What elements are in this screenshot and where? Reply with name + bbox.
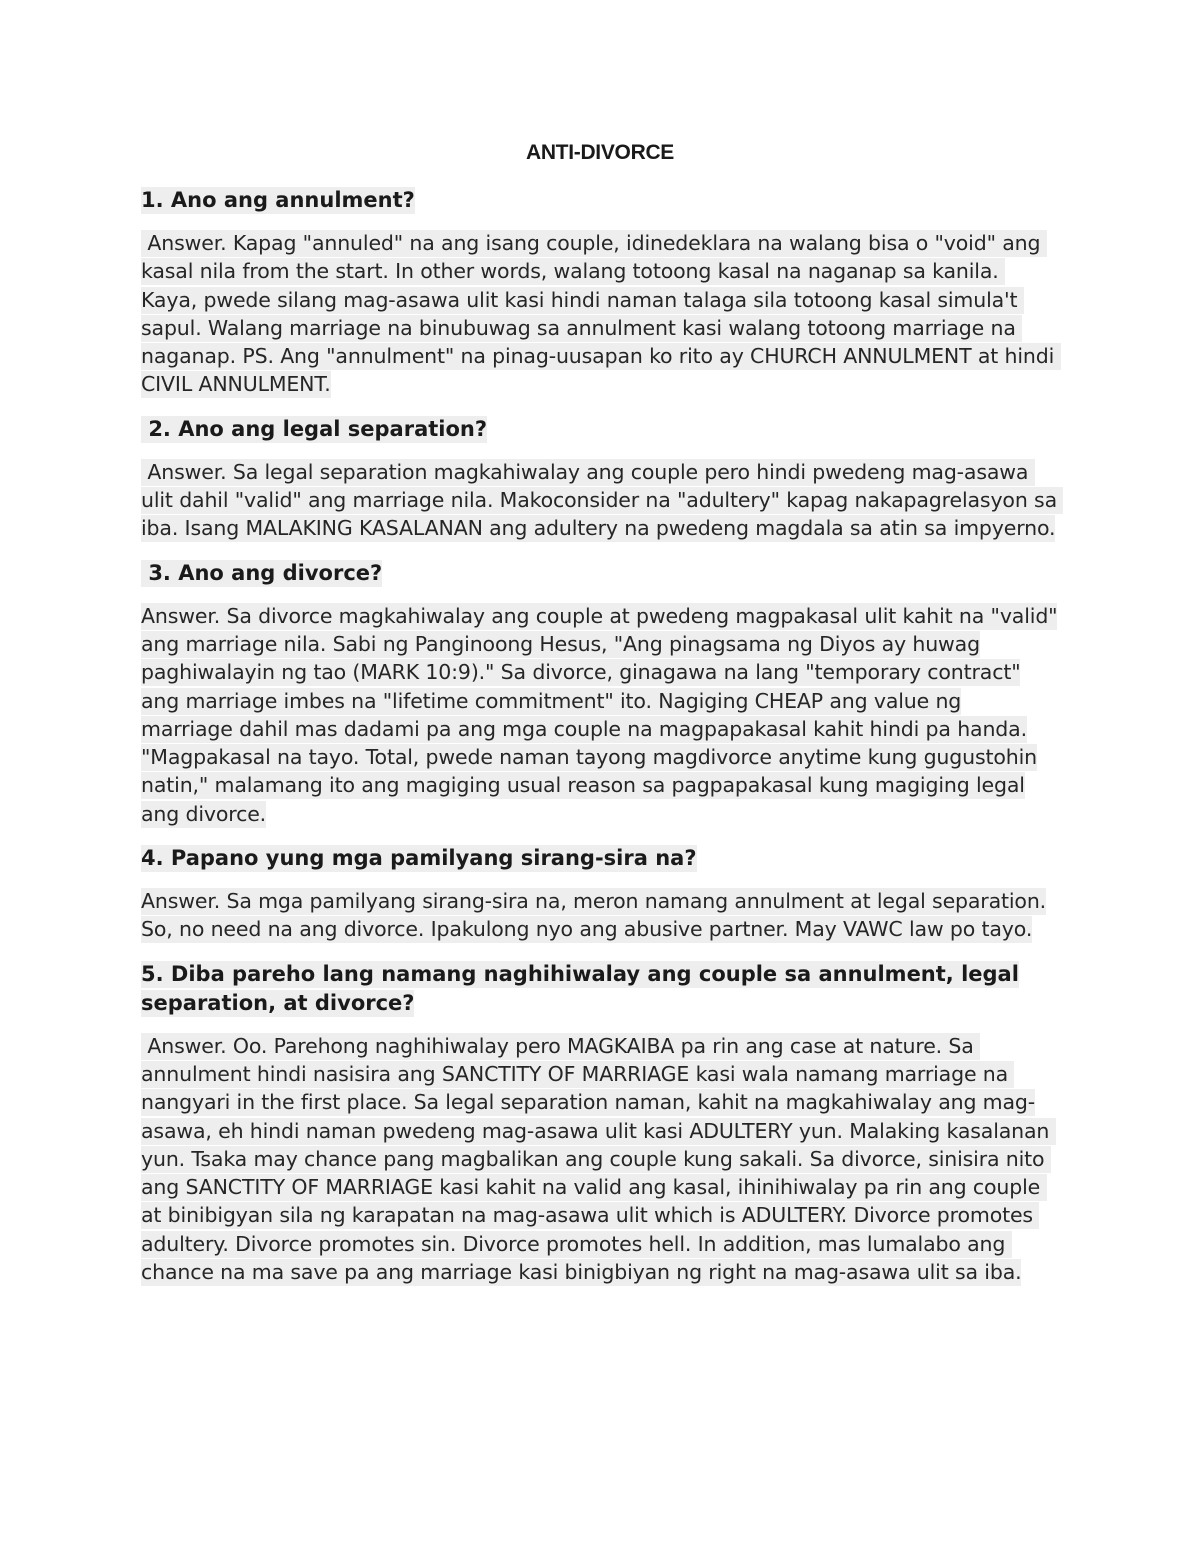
question-2-text: 2. Ano ang legal separation? <box>141 416 488 441</box>
answer-5 <box>141 1032 1059 1287</box>
answer-3 <box>141 602 1059 828</box>
document-body <box>141 186 1064 1302</box>
answer-2 <box>141 458 1064 543</box>
answer-3-text: Answer. Sa divorce magkahiwalay ang couple at pwedeng magpakasal ulit kahit na "valid" ang marriage nila. Sabi ng Panginoong Hesus, "Ang pinagsama ng Diyos ay huwag paghiwalayin ng tao (MARK 10:9)." Sa divorce, ginagawa na lang "temporary contract" ang marriage imbes na "lifetime commitment" ito. Nagiging CHEAP ang value ng marriage dahil mas dadami pa ang mga couple na magpapakasal kahit hindi pa handa. "Magpakasal na tayo. Total, pwede naman tayong magdivorce anytime kung gugustohin natin," malamang ito ang magiging usual reason sa pagpapakasal kung magiging legal ang divorce. <box>141 603 1058 826</box>
question-3 <box>141 559 1059 588</box>
question-5 <box>141 960 1059 1018</box>
question-3-text: 3. Ano ang divorce? <box>141 560 383 585</box>
answer-4 <box>141 887 1059 944</box>
answer-4-text: Answer. Sa mga pamilyang sirang-sira na, meron namang annulment at legal separation. So, no need na ang divorce. Ipakulong nyo ang abusive partner. May VAWC law po tayo. <box>141 889 1047 942</box>
answer-1-text: Answer. Kapag "annuled" na ang isang couple, idinedeklara na walang bisa o "void" ang kasal nila from the start. In other words, walang totoong kasal na naganap sa kanila. Kaya, pwede silang mag-asawa ulit kasi hindi naman talaga sila totoong kasal simula't sapul. Walang marriage na binubuwag sa annulment kasi walang totoong marriage na naganap. PS. Ang "annulment" na pinag-uusapan ko rito ay CHURCH ANNULMENT at hindi CIVIL ANNULMENT. <box>141 231 1061 397</box>
answer-5-text: Answer. Oo. Parehong naghihiwalay pero MAGKAIBA pa rin ang case at nature. Sa annulment hindi nasisira ang SANCTITY OF MARRIAGE kasi wala namang marriage na nangyari in the first place. Sa legal separation naman, kahit na magkahiwalay ang mag-asawa, eh hindi naman pwedeng mag-asawa ulit kasi ADULTERY yun. Malaking kasalanan yun. Tsaka may chance pang magbalikan ang couple kung sakali. Sa divorce, sinisira nito ang SANCTITY OF MARRIAGE kasi kahit na valid ang kasal, ihinihiwalay pa rin ang couple at binibigyan sila ng karapatan na mag-asawa ulit which is ADULTERY. Divorce promotes adultery. Divorce promotes sin. Divorce promotes hell. In addition, mas lumalabo ang chance na ma save pa ang marriage kasi binigbiyan ng right na mag-asawa ulit sa iba. <box>141 1033 1056 1285</box>
question-4-text: 4. Papano yung mga pamilyang sirang-sira na? <box>141 846 697 871</box>
question-1 <box>141 186 1059 215</box>
question-2 <box>141 415 1059 444</box>
question-5-text: 5. Diba pareho lang namang naghihiwalay ang couple sa annulment, legal separation, at divorce? <box>141 961 1019 1015</box>
document-title: ANTI-DIVORCE <box>525 141 675 164</box>
question-1-text: 1. Ano ang annulment? <box>141 188 415 212</box>
question-4 <box>141 844 1059 873</box>
answer-1 <box>141 229 1059 399</box>
answer-2-text: Answer. Sa legal separation magkahiwalay ang couple pero hindi pwedeng mag-asawa ulit dahil "valid" ang marriage nila. Makoconsider na "adultery" kapag nakapagrelasyon sa iba. Isang MALAKING KASALANAN ang adultery na pwedeng magdala sa atin sa impyerno. <box>141 459 1064 541</box>
